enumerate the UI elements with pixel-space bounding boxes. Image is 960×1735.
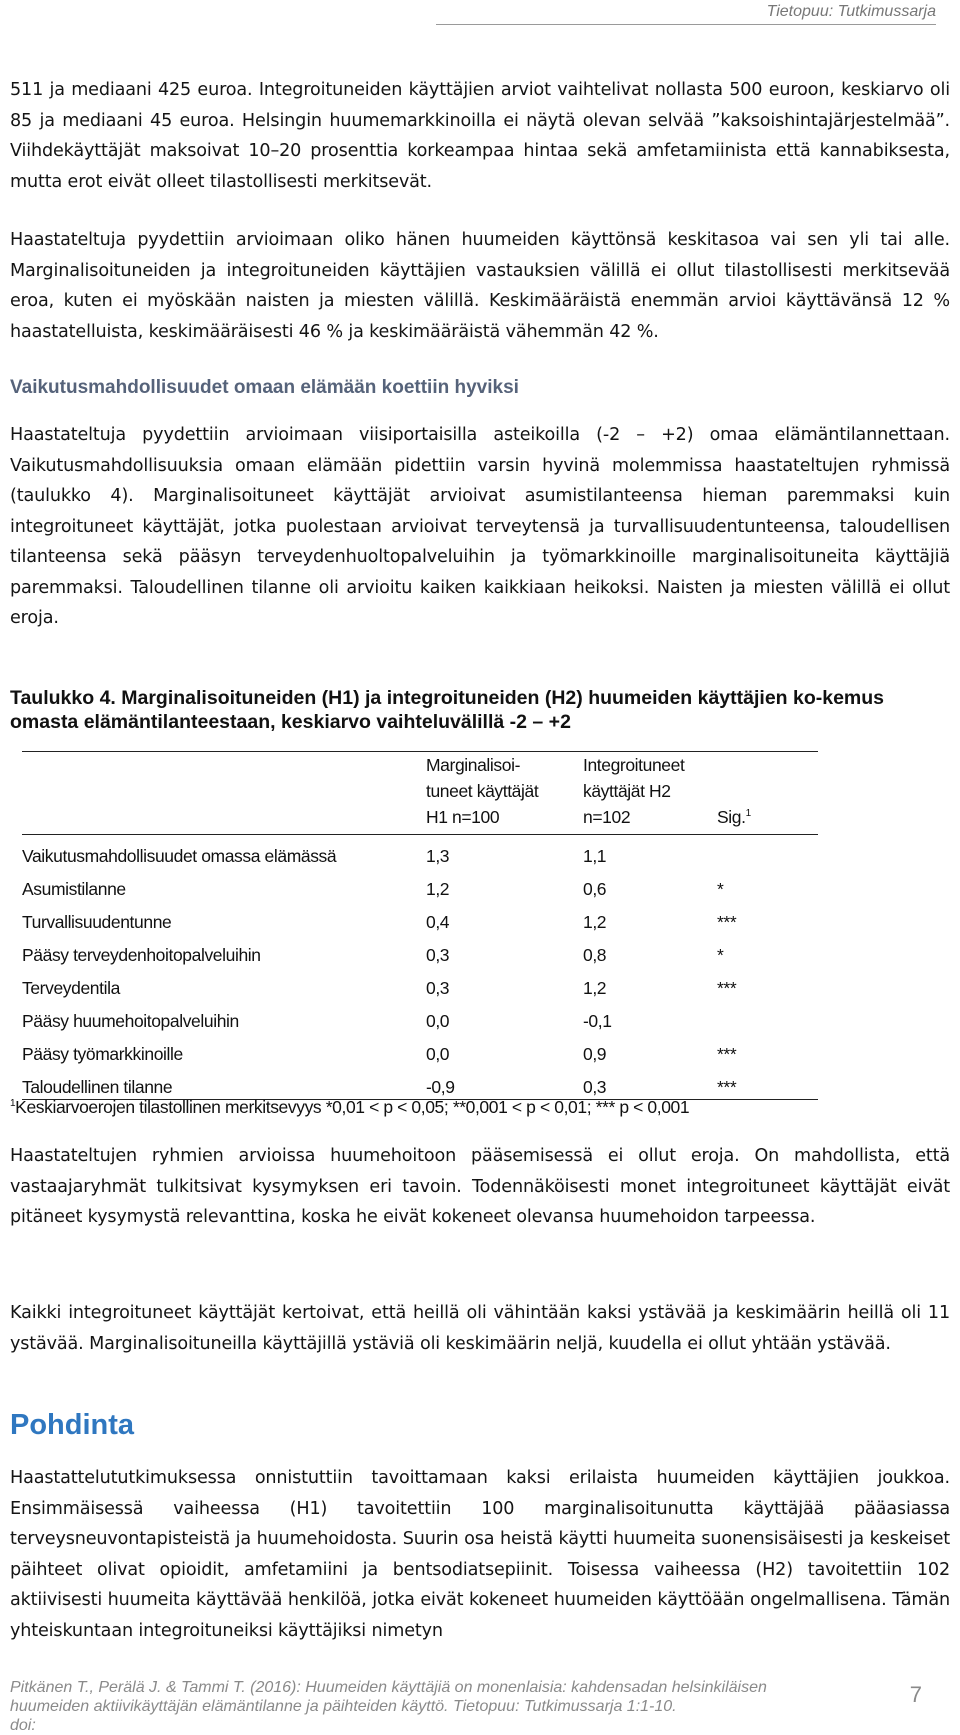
footer-line: doi:	[10, 1717, 36, 1734]
cell-h1: 0,0	[426, 1011, 450, 1031]
header-title: Tietopuu: Tutkimussarja	[766, 3, 936, 20]
cell-sig: *	[717, 879, 724, 899]
header-h1-line: H1 n=100	[426, 807, 500, 827]
cell-h2: 0,3	[583, 1077, 607, 1097]
cell-h1: -0,9	[426, 1077, 455, 1097]
header-sig-label: Sig.	[717, 807, 746, 827]
footnote-sup: 1	[10, 1098, 16, 1110]
row-label: Asumistilanne	[22, 879, 126, 899]
table-row	[22, 1066, 818, 1100]
cell-h2: 0,6	[583, 879, 607, 899]
paragraph-prices	[10, 75, 950, 197]
paragraph-usage-level	[10, 225, 950, 347]
table-row	[22, 934, 818, 967]
header-empty	[22, 752, 426, 835]
cell-sig: ***	[717, 1044, 737, 1064]
cell-h1: 0,3	[426, 945, 450, 965]
cell-sig: *	[717, 945, 724, 965]
header-h1	[426, 752, 583, 835]
section-heading: Pohdinta	[10, 1409, 135, 1441]
table-row	[22, 1000, 818, 1033]
paragraph-discussion	[10, 1463, 950, 1646]
row-label: Vaikutusmahdollisuudet omassa elämässä	[22, 846, 337, 866]
paragraph-text: Haastateltuja pyydettiin arvioimaan viisiportaisilla asteikoilla (-2 – +2) omaa elämäntilannettaan. Vaikutusmahdollisuuksia omaan elämään pidettiin varsin hyvinä molemmissa haastateltujen ryhmissä (taulukko 4). Marginalisoituneet käyttäjät arvioivat asumistilanteensa hieman paremmaksi kuin integroituneet käyttäjät, jotka puolestaan arvioivat terveytensä ja turvallisuudentunteensa, taloudellisen tilanteensa sekä pääsyn terveydenhuoltopalveluihin ja työmarkkinoille marginalisoituneita käyttäjiä paremmaksi. Taloudellinen tilanne oli arvioitu kaiken kaikkiaan heikoksi. Naisten ja miesten välillä ei ollut eroja.	[10, 425, 950, 628]
paragraph-life-situation	[10, 420, 950, 634]
table-row	[22, 868, 818, 901]
table-row	[22, 835, 818, 869]
cell-h2: 0,8	[583, 945, 607, 965]
header-sig-sup: 1	[745, 808, 751, 820]
header-h2-line: n=102	[583, 807, 631, 827]
cell-h2: 0,9	[583, 1044, 607, 1064]
row-label: Taloudellinen tilanne	[22, 1077, 173, 1097]
paragraph-friends	[10, 1298, 950, 1359]
paragraph-text: Haastateltujen ryhmien arvioissa huumehoitoon pääsemisessä ei ollut eroja. On mahdollista, että vastaajaryhmät tulkitsivat kysymyksen eri tavoin. Todennäköisesti monet integroituneet käyttäjät eivät pitäneet kysymystä relevanttina, koska he eivät kokeneet olevansa huumehoidon tarpeessa.	[10, 1146, 950, 1227]
paragraph-text: Haastattelututkimuksessa onnistuttiin tavoittamaan kaksi erilaista huumeiden käyttäjien joukkoa. Ensimmäisessä vaiheessa (H1) tavoitettiin 100 marginalisoitunutta käyttäjää pääasiassa terveysneuvontapisteistä ja huumehoidosta. Suurin osa heistä käytti huumeita suonensisäisesti ja keskeiset päihteet olivat opioidit, amfetamiini ja bentsodiatsepiinit. Toisessa vaiheessa (H2) tavoitettiin 102 aktiivisesti huumeita käyttävää henkilöä, jotka eivät kokeneet huumeiden käyttöään ongelmallisena. Tämän yhteiskuntaan integroituneiksi käyttäjiksi nimetyn	[10, 1468, 950, 1641]
table-footnote	[10, 1097, 689, 1118]
cell-h1: 0,4	[426, 912, 450, 932]
cell-h1: 1,2	[426, 879, 450, 899]
page-number: 7	[909, 1682, 922, 1707]
row-label: Turvallisuudentunne	[22, 912, 172, 932]
cell-h1: 0,0	[426, 1044, 450, 1064]
header-h2-line: käyttäjät H2	[583, 781, 671, 801]
cell-h2: -0,1	[583, 1011, 612, 1031]
paragraph-text: Kaikki integroituneet käyttäjät kertoivat, että heillä oli vähintään kaksi ystävää ja keskimäärin heillä oli 11 ystävää. Marginalisoituneilla käyttäjillä ystäviä oli keskimäärin neljä, kuudella ei ollut yhtään ystävää.	[10, 1303, 950, 1354]
cell-h2: 1,2	[583, 912, 607, 932]
footnote-text: Keskiarvoerojen tilastollinen merkitsevyys *0,01 < p < 0,05; **0,001 < p < 0,01; *** p < 0,001	[15, 1097, 690, 1117]
footer-line: huumeiden aktiivikäyttäjän elämäntilanne ja päihteiden käyttö. Tietopuu: Tutkimussarja 1:1-10.	[10, 1698, 677, 1715]
cell-h2: 1,2	[583, 978, 607, 998]
row-label: Pääsy terveydenhoitopalveluihin	[22, 945, 261, 965]
header-h2	[583, 752, 717, 835]
paragraph-treatment	[10, 1141, 950, 1233]
row-label: Pääsy huumehoitopalveluihin	[22, 1011, 239, 1031]
cell-sig: ***	[717, 978, 737, 998]
cell-h2: 1,1	[583, 846, 607, 866]
running-header	[436, 0, 936, 25]
footer-citation	[10, 1678, 860, 1735]
paragraph-text: Haastateltuja pyydettiin arvioimaan oliko hänen huumeiden käyttönsä keskitasoa vai sen yli tai alle. Marginalisoituneiden ja integroituneiden käyttäjien vastauksien välillä ei ollut tilastollisesti merkitsevää eroa, kuten ei myöskään naisten ja miesten välillä. Keskimääräistä enemmän arvioi käyttävänsä 12 % haastatelluista, keskimääräisesti 46 % ja keskimääräistä vähemmän 42 %.	[10, 230, 950, 342]
table-caption: Taulukko 4. Marginalisoituneiden (H1) ja integroituneiden (H2) huumeiden käyttäjien ko-kemus omasta elämäntilanteestaan, keskiarvo vaihteluvälillä -2 – +2	[10, 687, 885, 733]
header-h1-line: Marginalisoi-	[426, 755, 520, 775]
subheading: Vaikutusmahdollisuudet omaan elämään koettiin hyviksi	[10, 377, 519, 398]
table-row	[22, 1033, 818, 1066]
cell-h1: 1,3	[426, 846, 450, 866]
cell-sig	[717, 1000, 818, 1033]
cell-sig	[717, 835, 818, 869]
row-label: Pääsy työmarkkinoille	[22, 1044, 183, 1064]
cell-sig: ***	[717, 1077, 737, 1097]
footer-line: Pitkänen T., Perälä J. & Tammi T. (2016): Huumeiden käyttäjiä on monenlaisia: kahdensadan helsinkiläisen	[10, 1679, 767, 1696]
data-table	[22, 751, 818, 1100]
cell-sig: ***	[717, 912, 737, 932]
row-label: Terveydentila	[22, 978, 120, 998]
cell-h1: 0,3	[426, 978, 450, 998]
header-sig	[717, 752, 818, 835]
table-row	[22, 967, 818, 1000]
table-header-row	[22, 752, 818, 835]
header-h2-line: Integroituneet	[583, 755, 685, 775]
paragraph-text: 511 ja mediaani 425 euroa. Integroituneiden käyttäjien arviot vaihtelivat nollasta 500 euroon, keskiarvo oli 85 ja mediaani 45 euroa. Helsingin huumemarkkinoilla ei näytä olevan selvää ”kaksoishintajärjestelmää”. Viihdekäyttäjät maksoivat 10–20 prosenttia korkeampaa hintaa sekä amfetamiinista että kannabiksesta, mutta erot eivät olleet tilastollisesti merkitsevät.	[10, 80, 950, 192]
header-h1-line: tuneet käyttäjät	[426, 781, 539, 801]
table-row	[22, 901, 818, 934]
